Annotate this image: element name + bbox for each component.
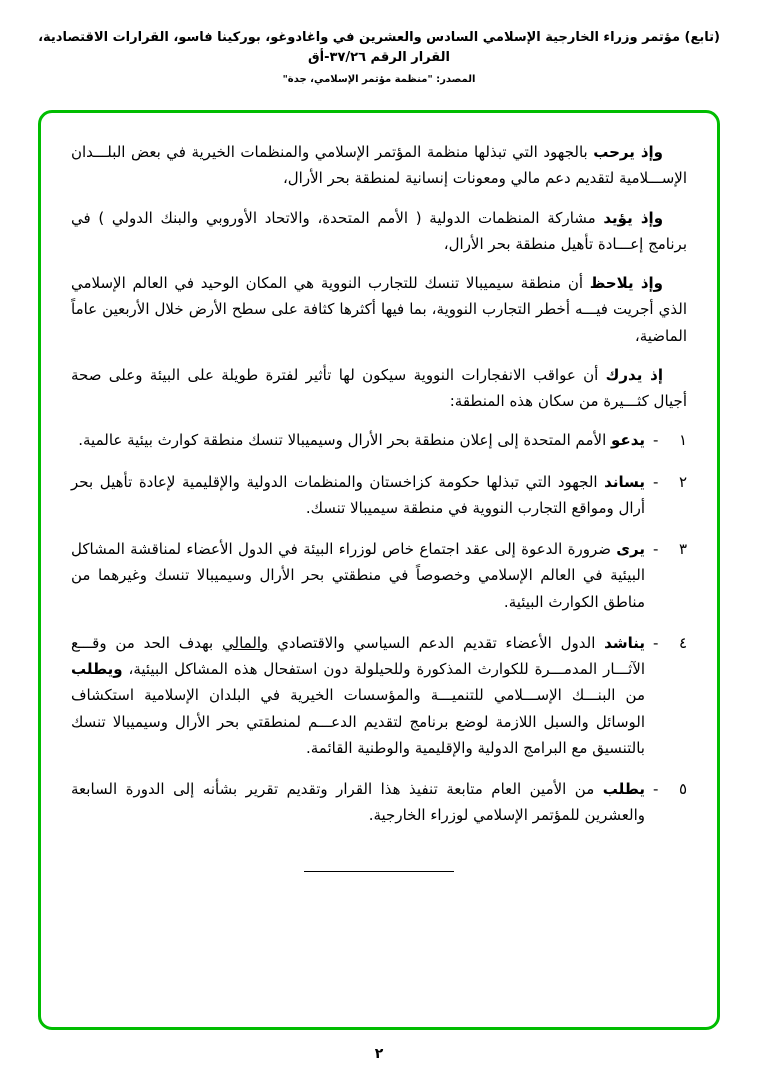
item-lead: يساند	[604, 472, 645, 491]
preamble-paragraph-1	[71, 139, 687, 192]
item-number-value: ٢	[678, 472, 687, 491]
item-number-value: ١	[678, 431, 687, 450]
paragraph-text: مشاركة المنظمات الدولية ( الأمم المتحدة، والاتحاد الأوروبي والبنك الدولي ) في برنامج إعـــادة تأهيل منطقة بحر الأرال،	[71, 208, 687, 253]
paragraph-text: بالجهود التي تبذلها منظمة المؤتمر الإسلامي والمنظمات الخيرية في بعض البلـــدان الإســـلامية لتقديم دعم مالي ومعونات إنسانية لمنطقة بحر الأرال،	[71, 143, 687, 188]
list-item	[71, 469, 687, 522]
item-lead-secondary: ويطلب	[71, 660, 123, 678]
item-text	[71, 427, 645, 453]
item-text	[71, 776, 645, 829]
item-lead: يناشد	[604, 633, 645, 652]
page-number: ٢	[374, 1046, 384, 1062]
item-number	[645, 427, 687, 453]
document-header	[0, 0, 758, 85]
item-body: من الأمين العام متابعة تنفيذ هذا القرار وتقديم تقرير بشأنه إلى الدورة السابعة والعشرين للمؤتمر الإسلامي لوزراء الخارجية.	[71, 780, 645, 825]
item-body: بهدف الحد من وقـــع الآثـــار المدمـــرة للكوارث المذكورة وللحيلولة دون استفحال هذه المشاكل البيئية،	[71, 633, 645, 678]
item-body: ضرورة الدعوة إلى عقد اجتماع خاص لوزراء البيئة في الدول الأعضاء لمناقشة المشاكل البيئية في العالم الإسلامي وخصوصاً في منطقتي بحر الأرال وسيميبالا تنسك وغيرهما من مناطق الكوارث البيئية.	[71, 540, 645, 611]
item-number	[645, 630, 687, 761]
item-lead: يطلب	[602, 780, 645, 798]
content-frame	[38, 110, 720, 1030]
paragraph-text: أن عواقب الانفجارات النووية سيكون لها تأثير لفترة طويلة على البيئة وعلى صحة أجيال كثـــيرة من سكان هذه المنطقة:	[71, 365, 687, 410]
preamble-paragraph-3	[71, 270, 687, 349]
item-body: الأمم المتحدة إلى إعلان منطقة بحر الأرال وسيميبالا تنسك منطقة كوارث بيئية عالمية.	[78, 431, 612, 450]
paragraph-lead: وإذ يلاحظ	[589, 274, 663, 292]
item-lead: يدعو	[611, 431, 645, 450]
item-dash: -	[653, 472, 659, 491]
end-divider	[304, 871, 454, 872]
item-body: من البنـــك الإســـلامي للتنميـــة والمؤسسات الخيرية في البلدان الإسلامية استكشاف الوسائل والسبل اللازمة لوضع برنامج لتقديم الدعـــم لمنطقتي بحر الأرال وسيميبالا تنسك بالتنسيق مع البرامج الدولية والإقليمية والوطنية القائمة.	[71, 686, 645, 757]
item-body: الدول الأعضاء تقديم الدعم السياسي والاقتصادي	[268, 633, 605, 652]
list-item	[71, 536, 687, 615]
item-number-value: ٣	[678, 540, 687, 558]
operative-clauses-list	[71, 427, 687, 828]
item-number-value: ٤	[678, 633, 687, 652]
item-dash: -	[653, 540, 659, 558]
item-number-value: ٥	[678, 780, 687, 798]
preamble-paragraph-2	[71, 205, 687, 258]
item-text	[71, 536, 645, 615]
item-dash: -	[653, 780, 659, 798]
item-body: الجهود التي تبذلها حكومة كزاخستان والمنظمات الدولية والإقليمية لإعادة تأهيل بحر أرال ومواقع التجارب النووية في منطقة سيميبالا تنسك.	[71, 472, 645, 517]
item-number	[645, 776, 687, 829]
item-text	[71, 630, 645, 761]
list-item	[71, 776, 687, 829]
item-dash: -	[653, 633, 659, 652]
list-item	[71, 427, 687, 453]
item-number	[645, 536, 687, 615]
list-item	[71, 630, 687, 761]
item-dash: -	[653, 431, 659, 450]
item-text	[71, 469, 645, 522]
paragraph-text: أن منطقة سيميبالا تنسك للتجارب النووية هي المكان الوحيد في العالم الإسلامي الذي أجريت فيـــه أخطر التجارب النووية، بما فيها أكثرها كثافة على سطح الأرض خلال الأربعين عاماً الماضية،	[71, 274, 687, 345]
paragraph-lead: وإذ يؤيد	[603, 208, 664, 227]
page-footer	[0, 1046, 758, 1062]
item-underlined-word: والمالي	[222, 633, 269, 652]
document-body	[41, 113, 717, 872]
header-source: المصدر: "منظمة مؤتمر الإسلامي، جدة"	[282, 74, 476, 85]
item-number	[645, 469, 687, 522]
paragraph-lead: وإذ يرحب	[593, 143, 663, 161]
header-title: (تابع) مؤتمر وزراء الخارجية الإسلامي السادس والعشرين في واغادوغو، بوركينا فاسو، القرارات الاقتصادية، القرار الرقم ٣٧/٢٦-أق	[38, 30, 720, 65]
preamble-paragraph-4	[71, 362, 687, 415]
paragraph-lead: إذ يدرك	[605, 365, 663, 384]
item-lead: يرى	[616, 540, 645, 558]
